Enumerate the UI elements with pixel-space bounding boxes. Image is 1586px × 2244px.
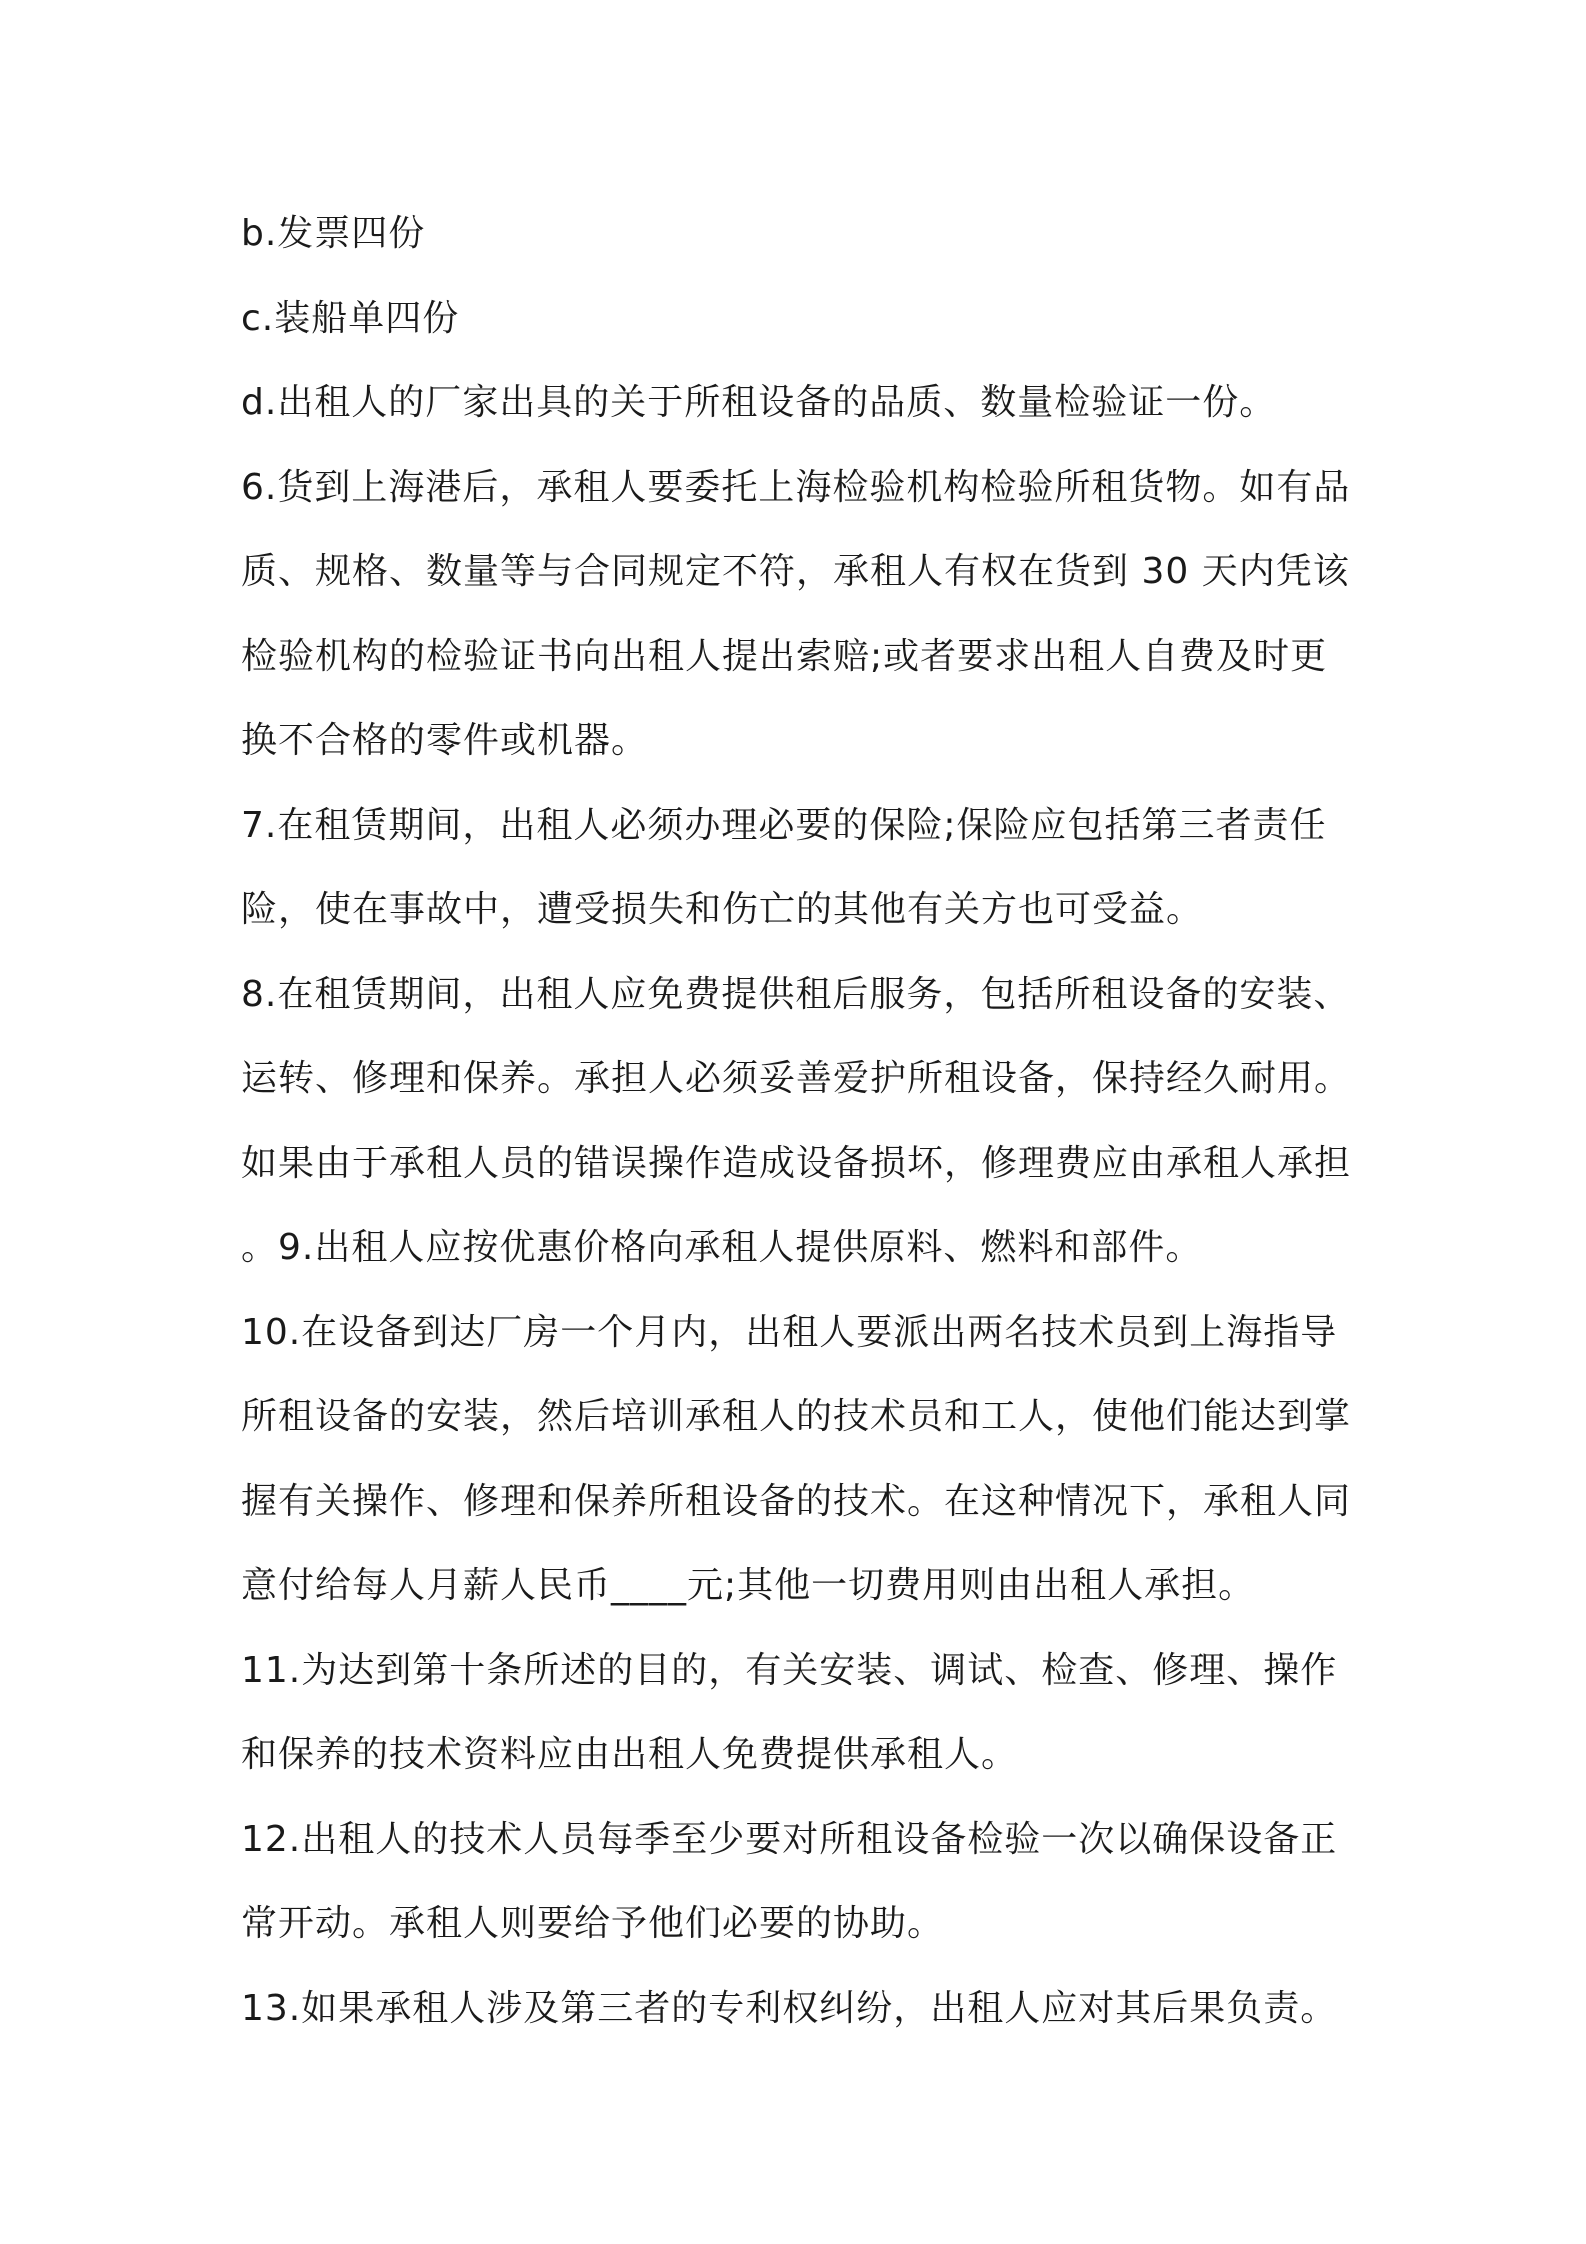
clause-9-line-1: 。9.出租人应按优惠价格向承租人提供原料、燃料和部件。 <box>241 1227 1203 1268</box>
clause-6-line-1: 6.货到上海港后，承租人要委托上海检验机构检验所租货物。如有品 <box>241 466 1351 508</box>
clause-11-line-2: 和保养的技术资料应由出租人免费提供承租人。 <box>241 1734 1019 1775</box>
clause-13-line-1: 13.如果承租人涉及第三者的专利权纠纷，出租人应对其后果负责。 <box>241 1987 1338 2029</box>
clause-11-line-1: 11.为达到第十条所述的目的，有关安装、调试、检查、修理、操作 <box>241 1649 1338 1691</box>
clause-10-line-1: 10.在设备到达厂房一个月内，出租人要派出两名技术员到上海指导 <box>241 1311 1338 1353</box>
clause-8-line-2: 运转、修理和保养。承担人必须妥善爱护所租设备，保持经久耐用。 <box>241 1058 1352 1099</box>
clause-6-line-2: 质、规格、数量等与合同规定不符，承租人有权在货到 30 天内凭该 <box>241 551 1350 592</box>
clause-10-line-4: 意付给每人月薪人民币____元;其他一切费用则由出租人承担。 <box>241 1565 1256 1606</box>
clause-8-line-1: 8.在租赁期间，出租人应免费提供租后服务，包括所租设备的安装、 <box>241 973 1351 1015</box>
item-d-inspection-certificate: d.出租人的厂家出具的关于所租设备的品质、数量检验证一份。 <box>241 382 1277 423</box>
clause-7-line-2: 险，使在事故中，遭受损失和伤亡的其他有关方也可受益。 <box>241 889 1204 930</box>
item-c-shipping-bill: c.装船单四份 <box>241 297 460 339</box>
clause-6-line-4: 换不合格的零件或机器。 <box>241 720 649 761</box>
clause-6-line-3: 检验机构的检验证书向出租人提出索赔;或者要求出租人自费及时更 <box>241 635 1328 677</box>
clause-10-line-3: 握有关操作、修理和保养所租设备的技术。在这种情况下，承租人同 <box>241 1480 1352 1522</box>
clause-10-line-2: 所租设备的安装，然后培训承租人的技术员和工人，使他们能达到掌 <box>241 1396 1352 1437</box>
item-b-invoice: b.发票四份 <box>241 213 426 254</box>
clause-12-line-2: 常开动。承租人则要给予他们必要的协助。 <box>241 1903 945 1944</box>
clause-7-line-1: 7.在租赁期间，出租人必须办理必要的保险;保险应包括第三者责任 <box>241 804 1327 846</box>
clause-8-line-3: 如果由于承租人员的错误操作造成设备损坏，修理费应由承租人承担 <box>241 1142 1352 1184</box>
document-body <box>241 192 1361 2051</box>
clause-12-line-1: 12.出租人的技术人员每季至少要对所租设备检验一次以确保设备正 <box>241 1818 1338 1860</box>
